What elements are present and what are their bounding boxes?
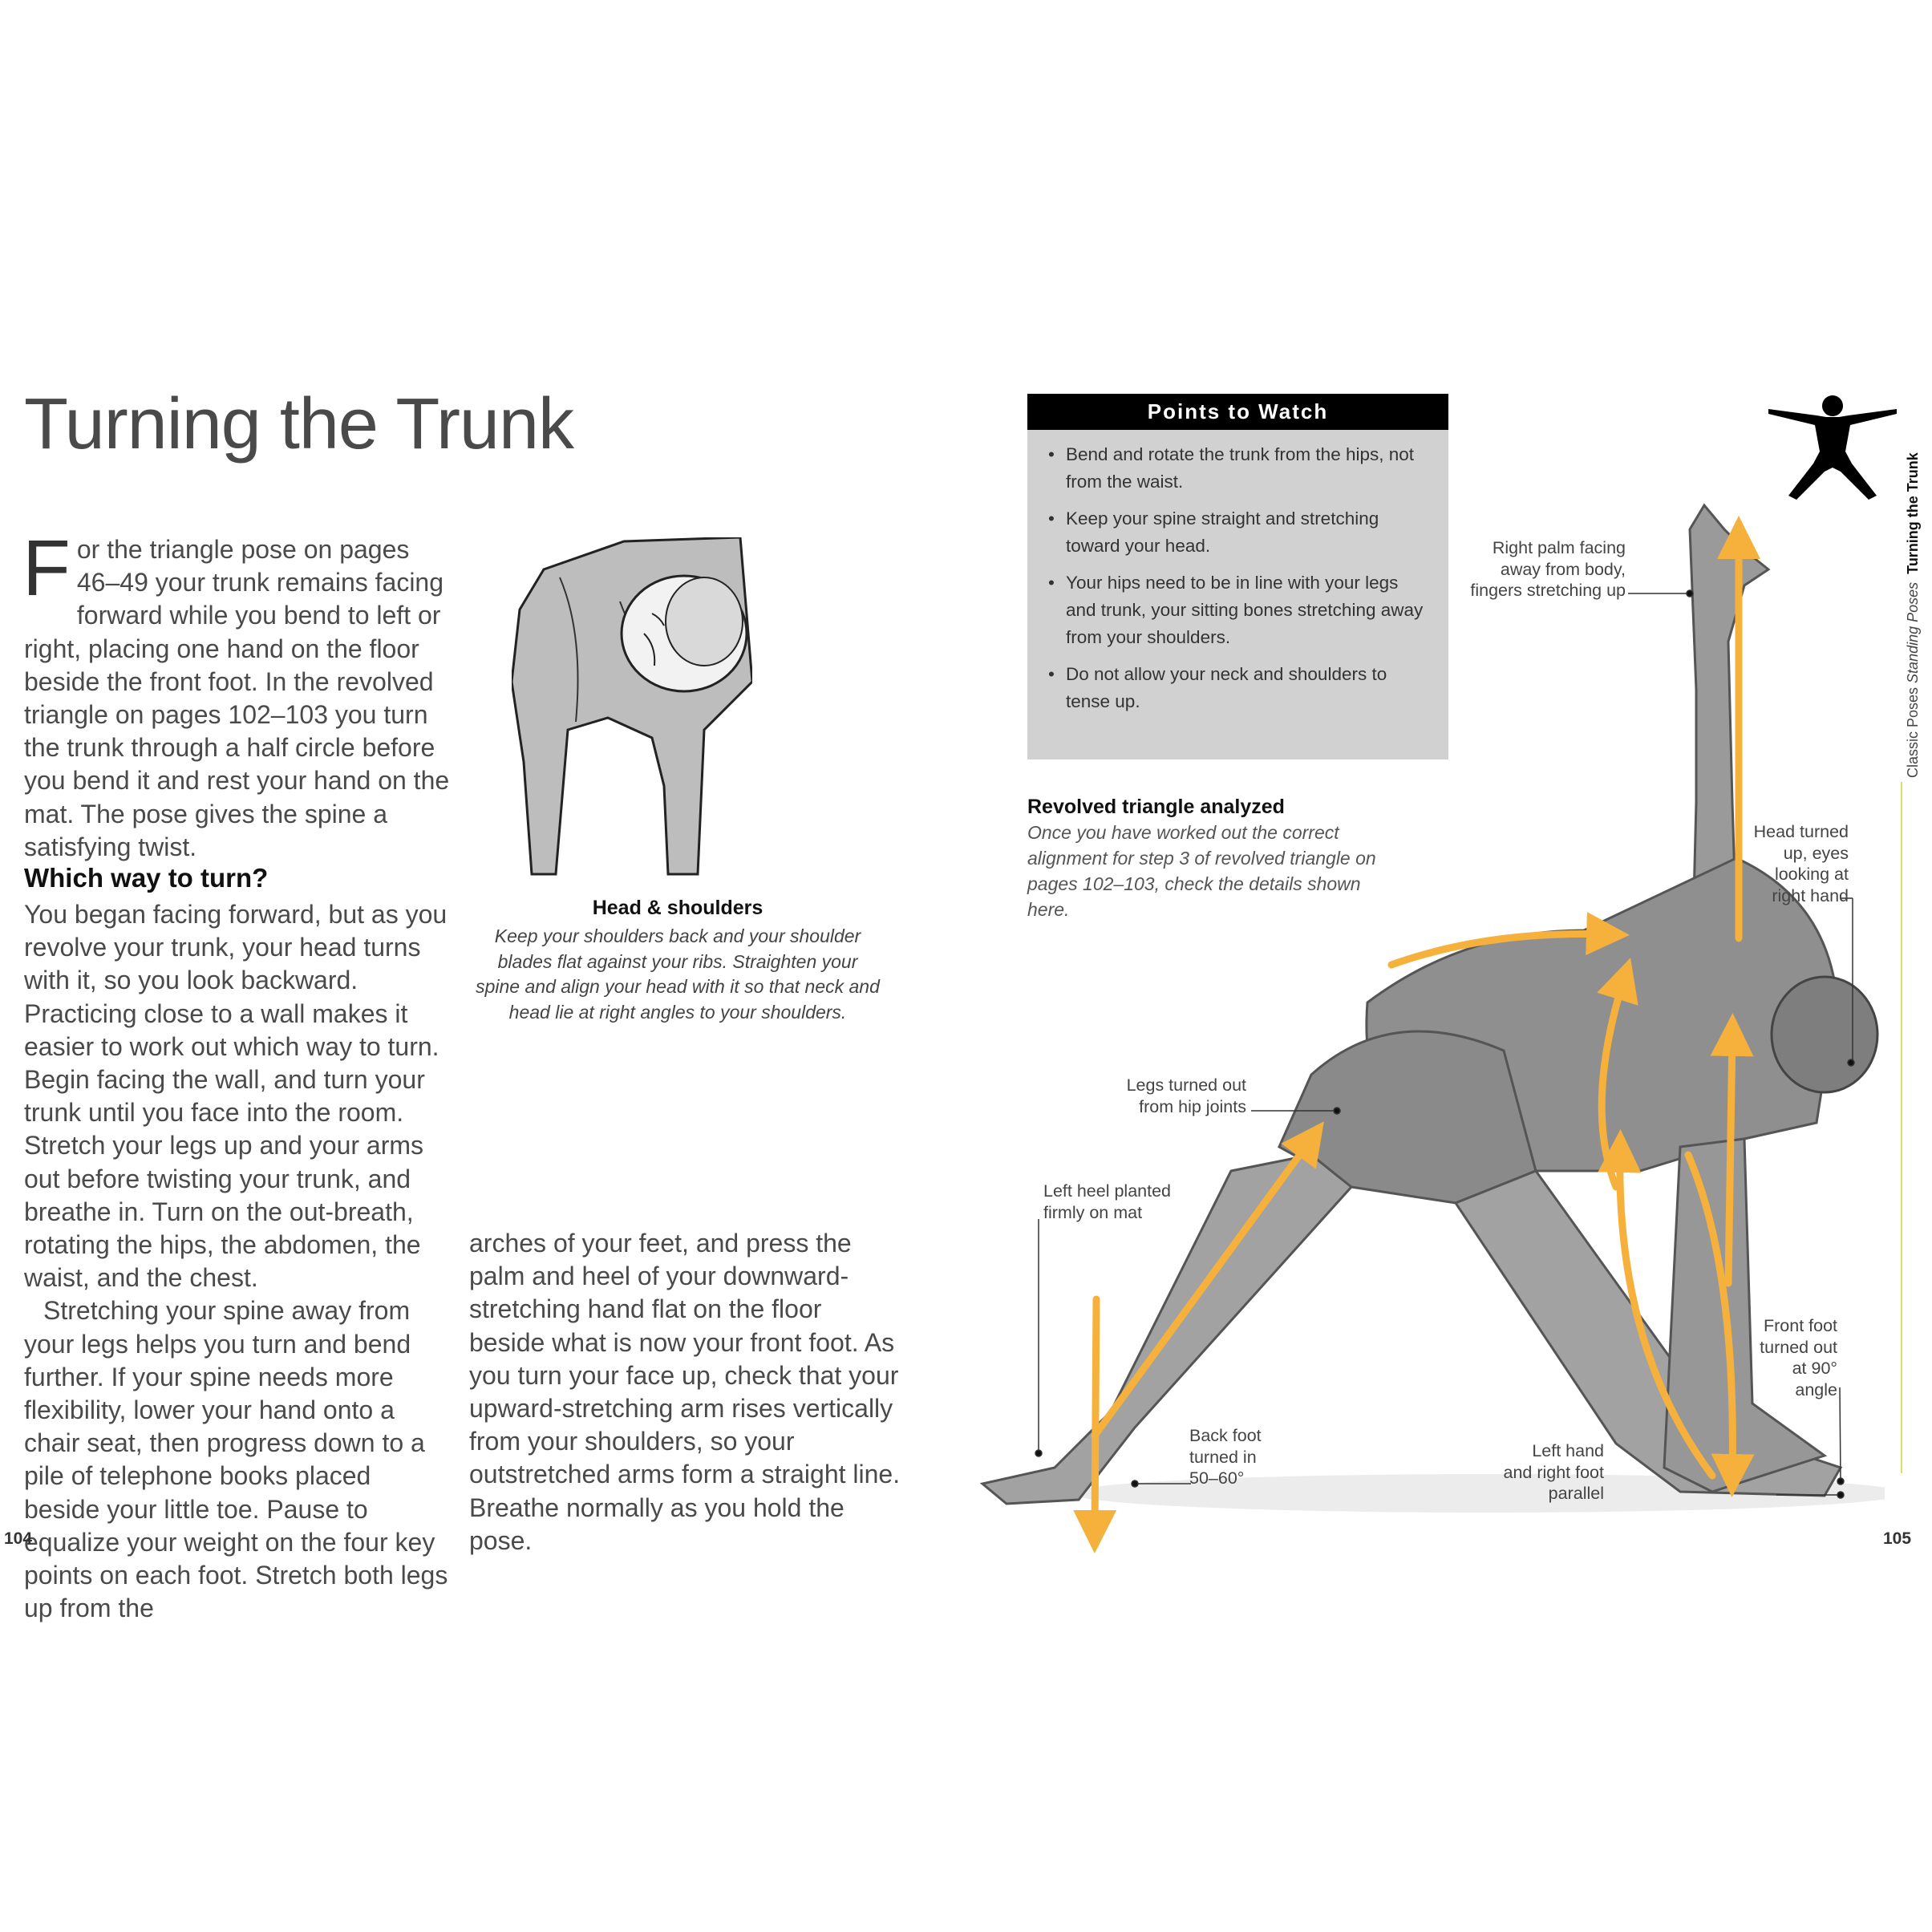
body-paragraph-2: Stretching your spine away from your legs helps you turn and bend further. If your spine needs more flexibility, lower your hand onto a chair seat, then progress down to a pile of telephone books placed beside your little toe. Pause to equalize your weight on the four key points on each foot. Stretch both legs up from the: [24, 1296, 448, 1623]
intro-paragraph: [22, 524, 453, 864]
revolved-triangle-photo: [974, 481, 1885, 1556]
side-tab: [1901, 393, 1925, 778]
points-to-watch-title: Points to Watch: [1027, 394, 1448, 430]
list-item: • Bend and rotate the trunk from the hips, not from the waist.: [1048, 441, 1428, 496]
revolved-body: Once you have worked out the correct alignment for step 3 of revolved triangle on pages 102–103, check the details shown here.: [1027, 822, 1376, 920]
page-number-left: 104: [4, 1529, 33, 1548]
page-number-right: 105: [1883, 1529, 1912, 1548]
list-item: • Keep your spine straight and stretching toward your head.: [1048, 505, 1428, 560]
annotation-right-palm: Right palm facing away from body, fingers stretching up: [1470, 538, 1626, 600]
revolved-title: Revolved triangle analyzed: [1027, 796, 1285, 818]
page-title: Turning the Trunk: [24, 384, 574, 464]
list-item: • Your hips need to be in line with your legs and trunk, your sitting bones stretching away from your shoulders.: [1048, 569, 1428, 651]
side-tab-prefix: Classic Poses: [1905, 682, 1921, 778]
body-paragraph-1: You began facing forward, but as you revolve your trunk, your head turns with it, so you look backward. Practicing close to a wall makes it easier to work out which way to turn. Begin facing the wall, and turn your trunk until you face into the room. Stretch your legs up and your arms out before twisting your trunk, and breathe in. Turn on the out-breath, rotating the hips, the abdomen, the waist, and the chest.: [24, 900, 448, 1293]
side-tab-bold: Turning the Trunk: [1905, 452, 1921, 574]
text-column-left: [24, 898, 453, 1625]
annotation-left-heel: Left heel planted firmly on mat: [1043, 1181, 1171, 1222]
drop-cap: F: [22, 524, 71, 612]
intro-text: or the triangle pose on pages 46–49 your trunk remains facing forward while you bend to left or right, placing one hand on the floor beside the front foot. In the revolved triangle on pages 102–103 you turn the trunk through a half circle before you bend it and rest your hand on the mat. The pose gives the spine a satisfying twist.: [24, 535, 450, 861]
pose-silhouette-icon: [1768, 391, 1897, 504]
annotation-front-foot: Front foot turned out at 90° angle: [1760, 1316, 1837, 1399]
text-column-right: [469, 1227, 902, 1557]
head-caption-title: Head & shoulders: [592, 897, 763, 919]
annotation-head: Head turned up, eyes looking at right hand: [1753, 822, 1849, 905]
annotation-left-hand: Left hand and right foot parallel: [1503, 1441, 1604, 1503]
section-heading: Which way to turn?: [24, 863, 269, 893]
head-shoulders-illustration: [512, 537, 752, 890]
body-paragraph-3: arches of your feet, and press the palm and heel of your downward-stretching hand flat on the floor beside what is now your front foot. As you turn your face up, check that your upward-stretching arm rises vertically from your shoulders, so your outstretched arms form a straight line. Breathe normally as you hold the pose.: [469, 1229, 901, 1555]
side-divider-line: [1901, 782, 1902, 1473]
head-caption-body: Keep your shoulders back and your shoulder blades flat against your ribs. Straighten your spine and align your head with it so that neck and head lie at right angles to your shoulders.: [476, 925, 880, 1023]
side-tab-italic: Standing Poses: [1905, 581, 1921, 683]
annotation-legs: Legs turned out from hip joints: [1126, 1075, 1246, 1116]
annotation-back-foot: Back foot turned in 50–60°: [1189, 1426, 1262, 1488]
list-item: • Do not allow your neck and shoulders to tense up.: [1048, 661, 1428, 715]
